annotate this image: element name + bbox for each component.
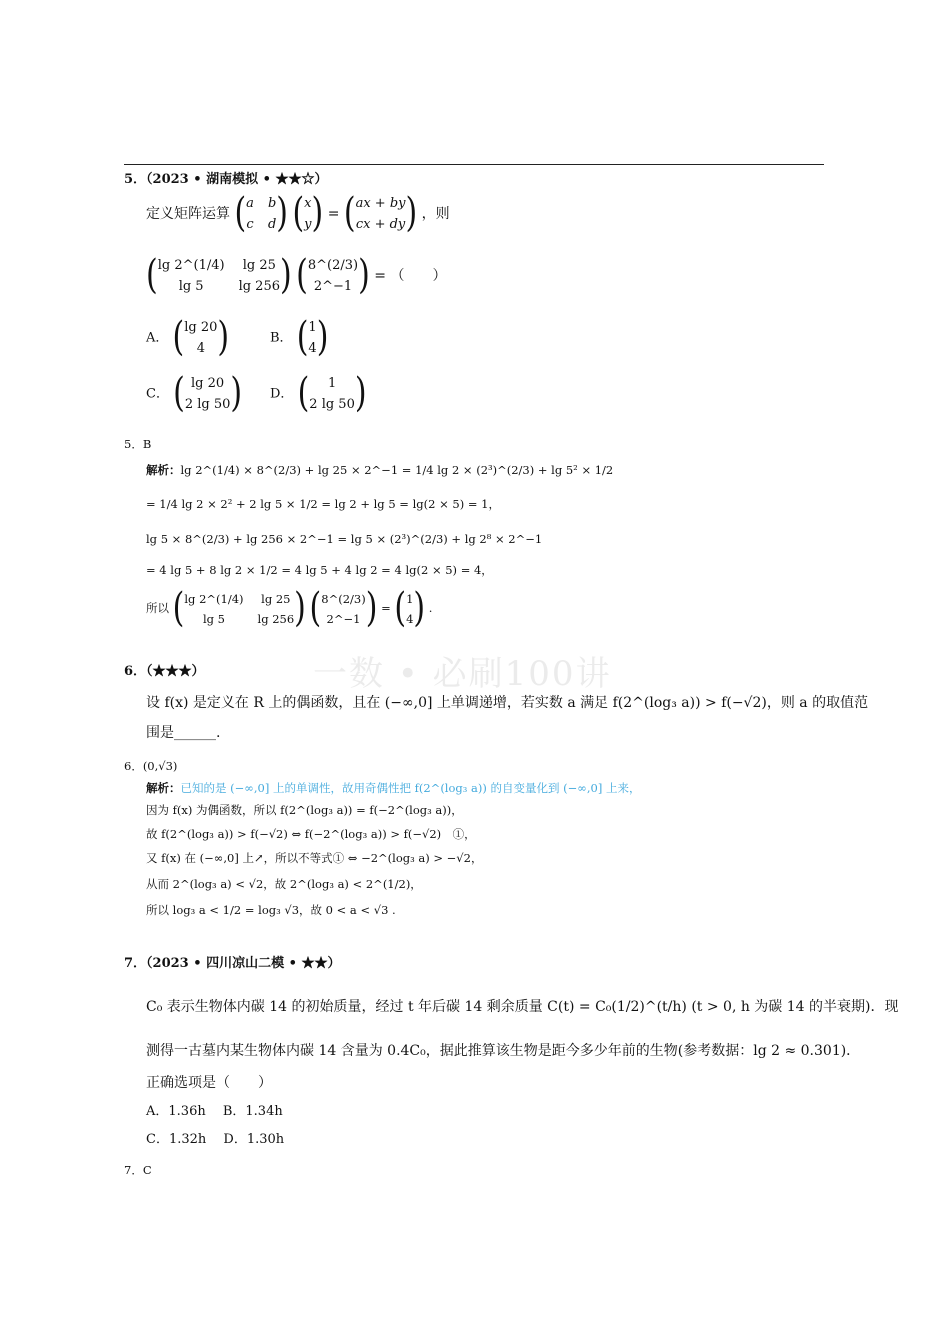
- a7-answer: 7．C: [124, 1163, 152, 1177]
- q5-def-matrix: ( a b c d ): [234, 189, 288, 237]
- q6-line1: 设 f(x) 是定义在 R 上的偶函数，且在 (−∞,0] 上单调递增，若实数 a 满足 f(2^(log₃ a)) > f(−√2)，则 a 的取值范: [146, 695, 869, 711]
- q7-options-row1: A．1.36h B．1.34h: [146, 1104, 283, 1119]
- q6-header: 6．（★★★）: [124, 664, 205, 679]
- a5-line3: lg 5 × 8^(2/3) + lg 256 × 2^−1 = lg 5 × (2³)^(2/3) + lg 2⁸ × 2^−1: [146, 532, 543, 546]
- q5-option-c: C． ( lg 20 2 lg 50 ): [146, 369, 243, 417]
- a5-line4: = 4 lg 5 + 8 lg 2 × 1/2 = 4 lg 5 + 4 lg 2 = 4 lg(2 × 5) = 4，: [146, 563, 493, 577]
- a6-line3: 又 f(x) 在 (−∞,0] 上↗，所以不等式① ⇔ −2^(log₃ a) > −√2，: [146, 851, 483, 865]
- q5-def-vector: ( x y ): [292, 189, 324, 237]
- q7-header: 7．（2023 • 四川凉山二模 • ★★）: [124, 956, 341, 971]
- q5-option-b: B． ( 1 4 ): [270, 313, 329, 361]
- q5-ask-matrix: ( lg 2^(1/4) lg 25 lg 5 lg 256 ): [146, 251, 292, 299]
- top-rule: [124, 164, 824, 165]
- a6-answer: 6．(0,√3): [124, 759, 178, 773]
- a6-line4: 从而 2^(log₃ a) < √2，故 2^(log₃ a) < 2^(1/2)，: [146, 877, 422, 891]
- q5-option-a: A． ( lg 20 4 ): [146, 313, 230, 361]
- q6-line2: 围是______.: [146, 725, 221, 741]
- q5-ask-suffix: = （ ）: [374, 268, 447, 284]
- q5-def-result: ( ax + by cx + dy ): [343, 189, 418, 237]
- a6-hint-line: 解析：已知的是 (−∞,0] 上的单调性，故用奇偶性把 f(2^(log₃ a)) 的自变量化到 (−∞,0] 上来，: [146, 781, 641, 795]
- a5-answer: 5．B: [124, 437, 152, 451]
- a5-line2: = 1/4 lg 2 × 2² + 2 lg 5 × 1/2 = lg 2 + lg 5 = lg(2 × 5) = 1，: [146, 497, 500, 511]
- watermark: 一数 • 必刷100讲: [313, 654, 612, 694]
- a6-line1: 因为 f(x) 为偶函数，所以 f(2^(log₃ a)) = f(−2^(log₃ a))，: [146, 803, 463, 817]
- a5-line1: 解析：lg 2^(1/4) × 8^(2/3) + lg 25 × 2^−1 = 1/4 lg 2 × (2³)^(2/3) + lg 5² × 1/2: [146, 463, 614, 477]
- q5-ask-vector: ( 8^(2/3) 2^−1 ): [296, 251, 370, 299]
- q5-question-expression: [146, 251, 447, 299]
- q5-def-suffix: ，则: [421, 206, 450, 222]
- q7-line2: 测得一古墓内某生物体内碳 14 含量为 0.4C₀，据此推算该生物是距今多少年前的生物(参考数据：lg 2 ≈ 0.301)．: [146, 1043, 861, 1059]
- q7-line3: 正确选项是（ ）: [146, 1075, 272, 1091]
- q5-definition: 定义矩阵运算 ( a b c d ) ( x y ) = ( ax + by cx + dy ) ，则: [146, 189, 450, 237]
- q7-options-row2: C．1.32h D．1.30h: [146, 1132, 285, 1147]
- q5-def-prefix: 定义矩阵运算: [146, 206, 230, 222]
- q5-option-d: D． ( 1 2 lg 50 ): [270, 369, 367, 417]
- q5-header: 5．（2023 • 湖南模拟 • ★★☆）: [124, 172, 328, 187]
- q7-line1: C₀ 表示生物体内碳 14 的初始质量，经过 t 年后碳 14 剩余质量 C(t) = C₀(1/2)^(t/h) (t > 0, h 为碳 14 的半衰期)．现: [146, 999, 899, 1015]
- a6-line2: 故 f(2^(log₃ a)) > f(−√2) ⇔ f(−2^(log₃ a)) > f(−√2) ①，: [146, 827, 476, 841]
- a5-line5: 所以 ( lg 2^(1/4) lg 25 lg 5 lg 256 ) ( 8^(2/3) 2^−1 ) = ( 1 4 ) .: [146, 584, 433, 632]
- a6-line5: 所以 log₃ a < 1/2 = log₃ √3，故 0 < a < √3 .: [146, 903, 396, 917]
